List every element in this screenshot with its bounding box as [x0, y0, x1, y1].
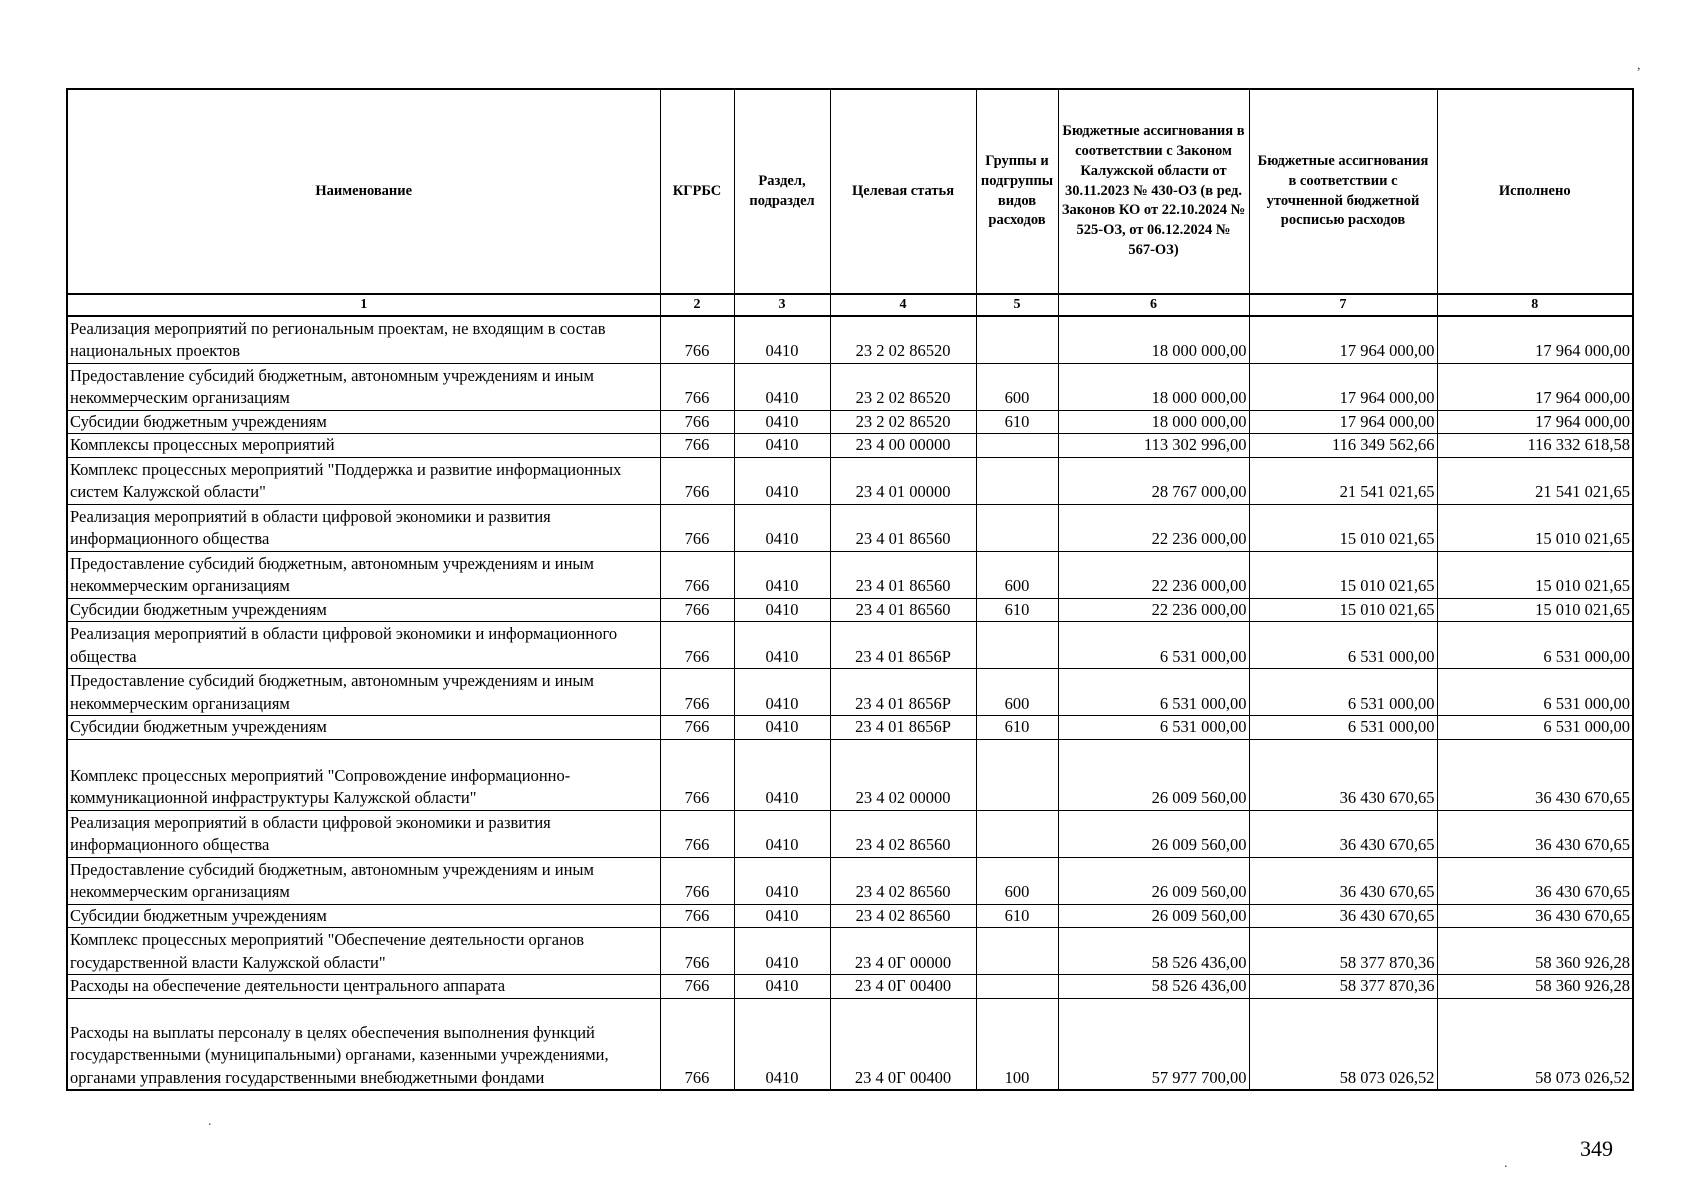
row-kgrbs: 766 — [660, 975, 734, 999]
table-body — [67, 316, 1633, 1090]
row-kgrbs: 766 — [660, 504, 734, 551]
row-section: 0410 — [734, 434, 830, 458]
row-target-article: 23 2 02 86520 — [830, 363, 976, 410]
row-expense-group: 600 — [976, 363, 1058, 410]
row-expense-group — [976, 622, 1058, 669]
table-row — [67, 410, 1633, 434]
row-name: Субсидии бюджетным учреждениям — [67, 904, 660, 928]
row-expense-group — [976, 434, 1058, 458]
row-kgrbs: 766 — [660, 598, 734, 622]
row-expense-group — [976, 457, 1058, 504]
row-target-article: 23 4 02 86560 — [830, 857, 976, 904]
row-kgrbs: 766 — [660, 739, 734, 810]
row-target-article: 23 2 02 86520 — [830, 316, 976, 363]
row-name: Комплекс процессных мероприятий "Сопровождение информационно-коммуникационной инфраструктуры Калужской области" — [67, 739, 660, 810]
row-target-article: 23 4 01 8656Р — [830, 669, 976, 716]
row-name: Предоставление субсидий бюджетным, автономным учреждениям и иным некоммерческим организациям — [67, 857, 660, 904]
row-executed: 36 430 670,65 — [1437, 904, 1633, 928]
row-target-article: 23 4 02 00000 — [830, 739, 976, 810]
row-law-allocation: 6 531 000,00 — [1058, 669, 1249, 716]
row-kgrbs: 766 — [660, 622, 734, 669]
row-target-article: 23 4 00 00000 — [830, 434, 976, 458]
row-section: 0410 — [734, 622, 830, 669]
row-target-article: 23 2 02 86520 — [830, 410, 976, 434]
row-kgrbs: 766 — [660, 551, 734, 598]
column-number: 4 — [830, 294, 976, 316]
row-refined-allocation: 36 430 670,65 — [1249, 810, 1437, 857]
column-number: 7 — [1249, 294, 1437, 316]
table-row — [67, 669, 1633, 716]
row-section: 0410 — [734, 998, 830, 1090]
header-refined-allocations: Бюджетные ассигнования в соответствии с уточненной бюджетной росписью расходов — [1249, 89, 1437, 294]
row-section: 0410 — [734, 551, 830, 598]
row-expense-group: 600 — [976, 857, 1058, 904]
row-name: Реализация мероприятий в области цифровой экономики и информационного общества — [67, 622, 660, 669]
row-refined-allocation: 116 349 562,66 — [1249, 434, 1437, 458]
row-section: 0410 — [734, 669, 830, 716]
row-section: 0410 — [734, 410, 830, 434]
row-name: Комплексы процессных мероприятий — [67, 434, 660, 458]
header-target-article: Целевая статья — [830, 89, 976, 294]
row-expense-group: 610 — [976, 598, 1058, 622]
scan-mark: , — [1637, 58, 1641, 73]
table-row — [67, 810, 1633, 857]
row-refined-allocation: 58 377 870,36 — [1249, 975, 1437, 999]
column-number: 3 — [734, 294, 830, 316]
row-target-article: 23 4 02 86560 — [830, 810, 976, 857]
page-number: 349 — [1580, 1136, 1613, 1161]
row-expense-group — [976, 975, 1058, 999]
header-section: Раздел, подраздел — [734, 89, 830, 294]
row-expense-group: 600 — [976, 551, 1058, 598]
table-row — [67, 551, 1633, 598]
row-name: Реализация мероприятий по региональным проектам, не входящим в состав национальных проектов — [67, 316, 660, 363]
row-section: 0410 — [734, 810, 830, 857]
row-law-allocation: 26 009 560,00 — [1058, 810, 1249, 857]
row-kgrbs: 766 — [660, 363, 734, 410]
row-executed: 17 964 000,00 — [1437, 316, 1633, 363]
row-executed: 17 964 000,00 — [1437, 363, 1633, 410]
table-row — [67, 316, 1633, 363]
table-row — [67, 363, 1633, 410]
row-kgrbs: 766 — [660, 810, 734, 857]
row-executed: 58 073 026,52 — [1437, 998, 1633, 1090]
header-kgrbs: КГРБС — [660, 89, 734, 294]
row-refined-allocation: 15 010 021,65 — [1249, 551, 1437, 598]
table-row — [67, 739, 1633, 810]
row-law-allocation: 58 526 436,00 — [1058, 928, 1249, 975]
row-executed: 15 010 021,65 — [1437, 598, 1633, 622]
row-name: Расходы на обеспечение деятельности центрального аппарата — [67, 975, 660, 999]
table-row — [67, 598, 1633, 622]
row-target-article: 23 4 01 00000 — [830, 457, 976, 504]
row-kgrbs: 766 — [660, 857, 734, 904]
row-target-article: 23 4 01 8656Р — [830, 716, 976, 740]
row-kgrbs: 766 — [660, 434, 734, 458]
row-executed: 17 964 000,00 — [1437, 410, 1633, 434]
row-refined-allocation: 6 531 000,00 — [1249, 716, 1437, 740]
row-law-allocation: 26 009 560,00 — [1058, 904, 1249, 928]
row-name: Реализация мероприятий в области цифровой экономики и развития информационного общества — [67, 810, 660, 857]
table-row — [67, 998, 1633, 1090]
row-name: Субсидии бюджетным учреждениям — [67, 716, 660, 740]
row-refined-allocation: 17 964 000,00 — [1249, 363, 1437, 410]
row-target-article: 23 4 0Г 00000 — [830, 928, 976, 975]
row-kgrbs: 766 — [660, 457, 734, 504]
row-executed: 15 010 021,65 — [1437, 551, 1633, 598]
row-kgrbs: 766 — [660, 716, 734, 740]
row-expense-group — [976, 810, 1058, 857]
row-executed: 6 531 000,00 — [1437, 622, 1633, 669]
row-expense-group — [976, 928, 1058, 975]
row-law-allocation: 22 236 000,00 — [1058, 504, 1249, 551]
scan-mark: . — [1504, 1156, 1508, 1171]
row-law-allocation: 28 767 000,00 — [1058, 457, 1249, 504]
row-name: Реализация мероприятий в области цифровой экономики и развития информационного общества — [67, 504, 660, 551]
row-section: 0410 — [734, 316, 830, 363]
row-executed: 58 360 926,28 — [1437, 928, 1633, 975]
row-law-allocation: 113 302 996,00 — [1058, 434, 1249, 458]
row-section: 0410 — [734, 363, 830, 410]
row-refined-allocation: 36 430 670,65 — [1249, 904, 1437, 928]
header-name: Наименование — [67, 89, 660, 294]
table-row — [67, 904, 1633, 928]
row-target-article: 23 4 02 86560 — [830, 904, 976, 928]
row-law-allocation: 6 531 000,00 — [1058, 622, 1249, 669]
row-section: 0410 — [734, 716, 830, 740]
table-row — [67, 975, 1633, 999]
table-row — [67, 434, 1633, 458]
header-executed: Исполнено — [1437, 89, 1633, 294]
header-expense-groups: Группы и подгруппы видов расходов — [976, 89, 1058, 294]
row-section: 0410 — [734, 928, 830, 975]
row-section: 0410 — [734, 857, 830, 904]
row-name: Предоставление субсидий бюджетным, автономным учреждениям и иным некоммерческим организациям — [67, 363, 660, 410]
scan-mark: . — [208, 1114, 212, 1129]
table-row — [67, 622, 1633, 669]
row-refined-allocation: 36 430 670,65 — [1249, 739, 1437, 810]
budget-execution-table — [66, 88, 1634, 1091]
row-name: Расходы на выплаты персоналу в целях обеспечения выполнения функций государственными (муниципальными) органами, казенными учреждениями, органами управления государственными внебюджетными фондами — [67, 998, 660, 1090]
row-refined-allocation: 15 010 021,65 — [1249, 598, 1437, 622]
row-refined-allocation: 15 010 021,65 — [1249, 504, 1437, 551]
row-refined-allocation: 6 531 000,00 — [1249, 622, 1437, 669]
row-kgrbs: 766 — [660, 669, 734, 716]
column-number: 2 — [660, 294, 734, 316]
row-section: 0410 — [734, 504, 830, 551]
row-executed: 15 010 021,65 — [1437, 504, 1633, 551]
row-target-article: 23 4 01 8656Р — [830, 622, 976, 669]
row-refined-allocation: 21 541 021,65 — [1249, 457, 1437, 504]
row-target-article: 23 4 0Г 00400 — [830, 975, 976, 999]
row-target-article: 23 4 01 86560 — [830, 551, 976, 598]
row-expense-group — [976, 316, 1058, 363]
row-executed: 6 531 000,00 — [1437, 716, 1633, 740]
table-row — [67, 857, 1633, 904]
column-number: 6 — [1058, 294, 1249, 316]
row-section: 0410 — [734, 457, 830, 504]
row-target-article: 23 4 01 86560 — [830, 598, 976, 622]
row-executed: 116 332 618,58 — [1437, 434, 1633, 458]
row-expense-group — [976, 504, 1058, 551]
row-refined-allocation: 58 377 870,36 — [1249, 928, 1437, 975]
row-expense-group: 610 — [976, 904, 1058, 928]
row-kgrbs: 766 — [660, 998, 734, 1090]
table-row — [67, 457, 1633, 504]
row-section: 0410 — [734, 975, 830, 999]
header-row — [67, 89, 1633, 294]
row-section: 0410 — [734, 598, 830, 622]
row-name: Субсидии бюджетным учреждениям — [67, 410, 660, 434]
row-executed: 6 531 000,00 — [1437, 669, 1633, 716]
table-row — [67, 716, 1633, 740]
column-number: 5 — [976, 294, 1058, 316]
row-kgrbs: 766 — [660, 928, 734, 975]
row-expense-group: 100 — [976, 998, 1058, 1090]
row-expense-group: 610 — [976, 410, 1058, 434]
table-header — [67, 89, 1633, 316]
column-number: 1 — [67, 294, 660, 316]
row-refined-allocation: 36 430 670,65 — [1249, 857, 1437, 904]
row-executed: 58 360 926,28 — [1437, 975, 1633, 999]
row-target-article: 23 4 01 86560 — [830, 504, 976, 551]
row-kgrbs: 766 — [660, 316, 734, 363]
row-executed: 36 430 670,65 — [1437, 857, 1633, 904]
row-law-allocation: 57 977 700,00 — [1058, 998, 1249, 1090]
row-name: Предоставление субсидий бюджетным, автономным учреждениям и иным некоммерческим организациям — [67, 551, 660, 598]
row-expense-group — [976, 739, 1058, 810]
column-number-row — [67, 294, 1633, 316]
row-name: Комплекс процессных мероприятий "Поддержка и развитие информационных систем Калужской области" — [67, 457, 660, 504]
table-row — [67, 928, 1633, 975]
row-law-allocation: 6 531 000,00 — [1058, 716, 1249, 740]
row-law-allocation: 22 236 000,00 — [1058, 551, 1249, 598]
row-expense-group: 610 — [976, 716, 1058, 740]
row-section: 0410 — [734, 904, 830, 928]
row-refined-allocation: 17 964 000,00 — [1249, 316, 1437, 363]
row-law-allocation: 26 009 560,00 — [1058, 857, 1249, 904]
row-expense-group: 600 — [976, 669, 1058, 716]
row-executed: 36 430 670,65 — [1437, 739, 1633, 810]
row-law-allocation: 18 000 000,00 — [1058, 363, 1249, 410]
row-law-allocation: 22 236 000,00 — [1058, 598, 1249, 622]
row-target-article: 23 4 0Г 00400 — [830, 998, 976, 1090]
column-number: 8 — [1437, 294, 1633, 316]
row-refined-allocation: 58 073 026,52 — [1249, 998, 1437, 1090]
row-name: Комплекс процессных мероприятий "Обеспечение деятельности органов государственной власти Калужской области" — [67, 928, 660, 975]
row-law-allocation: 18 000 000,00 — [1058, 316, 1249, 363]
row-kgrbs: 766 — [660, 410, 734, 434]
row-section: 0410 — [734, 739, 830, 810]
row-kgrbs: 766 — [660, 904, 734, 928]
row-executed: 36 430 670,65 — [1437, 810, 1633, 857]
table-row — [67, 504, 1633, 551]
row-name: Субсидии бюджетным учреждениям — [67, 598, 660, 622]
row-law-allocation: 58 526 436,00 — [1058, 975, 1249, 999]
row-law-allocation: 26 009 560,00 — [1058, 739, 1249, 810]
header-law-allocations: Бюджетные ассигнования в соответствии с Законом Калужской области от 30.11.2023 № 430-ОЗ (в ред. Законов КО от 22.10.2024 № 525-ОЗ, от 06.12.2024 № 567-ОЗ) — [1058, 89, 1249, 294]
row-refined-allocation: 6 531 000,00 — [1249, 669, 1437, 716]
row-law-allocation: 18 000 000,00 — [1058, 410, 1249, 434]
row-executed: 21 541 021,65 — [1437, 457, 1633, 504]
row-refined-allocation: 17 964 000,00 — [1249, 410, 1437, 434]
row-name: Предоставление субсидий бюджетным, автономным учреждениям и иным некоммерческим организациям — [67, 669, 660, 716]
